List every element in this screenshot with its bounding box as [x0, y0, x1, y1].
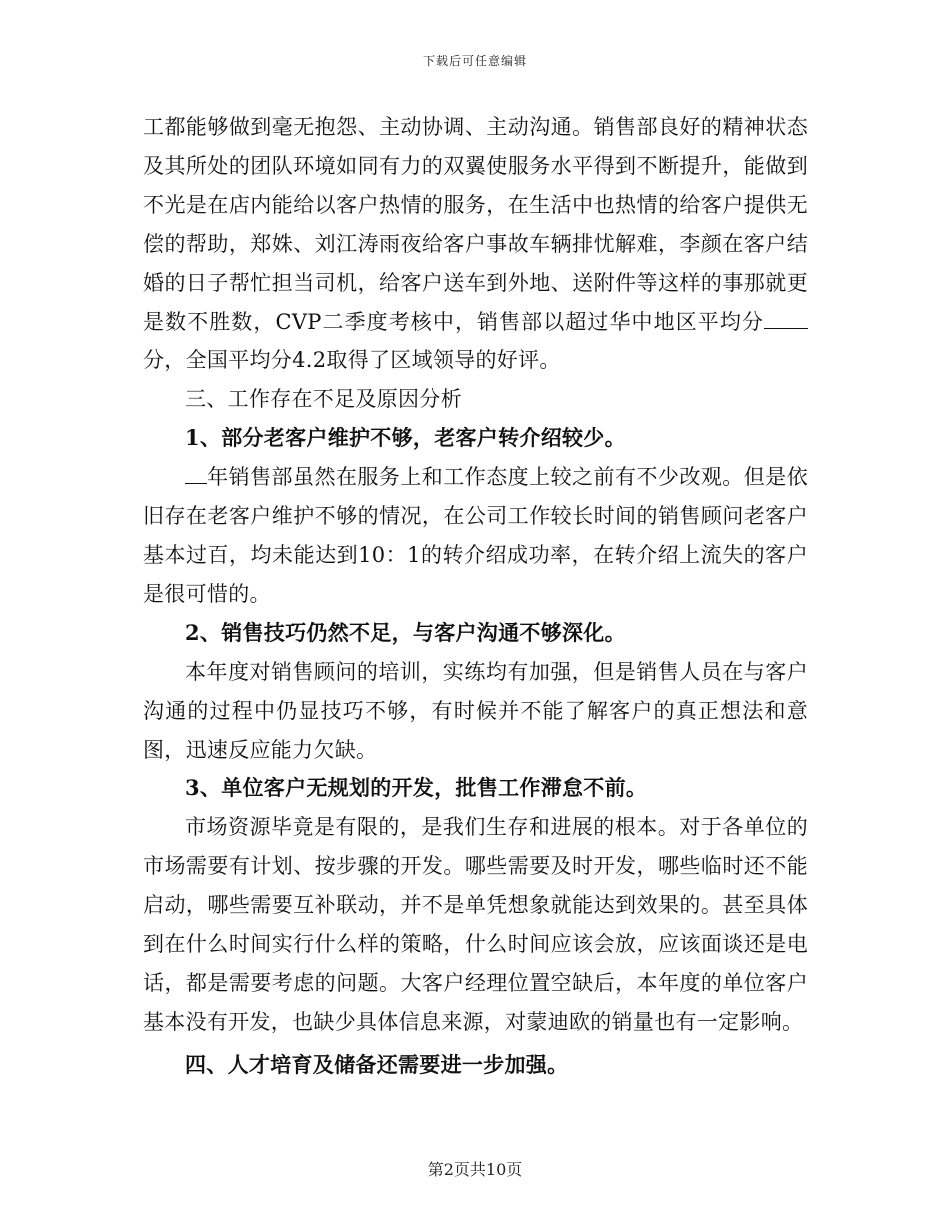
page-header: 下载后可任意编辑 [422, 54, 527, 68]
paragraph-old-customers [143, 458, 808, 614]
paragraph-text: 年销售部虽然在服务上和工作态度上较之前有不少改观。但是依旧存在老客户维护不够的情况，在公司工作较长时间的销售顾问老客户基本过百，均未能达到10：1的转介绍成功率，在转介绍上流失的客户是很可惜的。 [143, 465, 808, 606]
paragraph-text: 分，全国平均分4.2取得了区域领导的好评。 [143, 348, 561, 373]
fill-blank [185, 465, 207, 484]
section-heading-4: 四、人才培育及储备还需要进一步加强。 [185, 1051, 569, 1077]
paragraph-text: 工都能够做到毫无抱怨、主动协调、主动沟通。销售部良好的精神状态及其所处的团队环境如同有力的双翼使服务水平得到不断提升，能做到不光是在店内能给以客户热情的服务，在生活中也热情的给客户提供无偿的帮助，郑姝、刘江涛雨夜给客户事故车辆排忧解难，李颜在客户结婚的日子帮忙担当司机，给客户送车到外地、送附件等这样的事那就更是数不胜数，CVP二季度考核中，销售部以超过华中地区平均分 [143, 115, 808, 334]
document-body [143, 108, 808, 1085]
paragraph-team-service [143, 108, 808, 380]
fill-blank [764, 310, 808, 329]
page-footer: 第2页共10页 [427, 1160, 523, 1179]
subheading-3-3: 3、单位客户无规划的开发，批售工作滞怠不前。 [185, 775, 648, 801]
subheading-3-2: 2、销售技巧仍然不足，与客户沟通不够深化。 [185, 619, 626, 645]
paragraph-sales-skills: 本年度对销售顾问的培训，实练均有加强，但是销售人员在与客户沟通的过程中仍显技巧不够，有时候并不能了解客户的真正想法和意图，迅速反应能力欠缺。 [143, 659, 808, 762]
subheading-3-1: 1、部分老客户维护不够，老客户转介绍较少。 [185, 425, 626, 451]
paragraph-market-resources: 市场资源毕竟是有限的，是我们生存和进展的根本。对于各单位的市场需要有计划、按步骤的开发。哪些需要及时开发，哪些临时还不能启动，哪些需要互补联动，并不是单凭想象就能达到效果的。甚至具体到在什么时间实行什么样的策略，什么时间应该会放，应该面谈还是电话，都是需要考虑的问题。大客户经理位置空缺后，本年度的单位客户基本没有开发，也缺少具体信息来源，对蒙迪欧的销量也有一定影响。 [143, 815, 808, 1034]
section-heading-3: 三、工作存在不足及原因分析 [185, 387, 462, 412]
